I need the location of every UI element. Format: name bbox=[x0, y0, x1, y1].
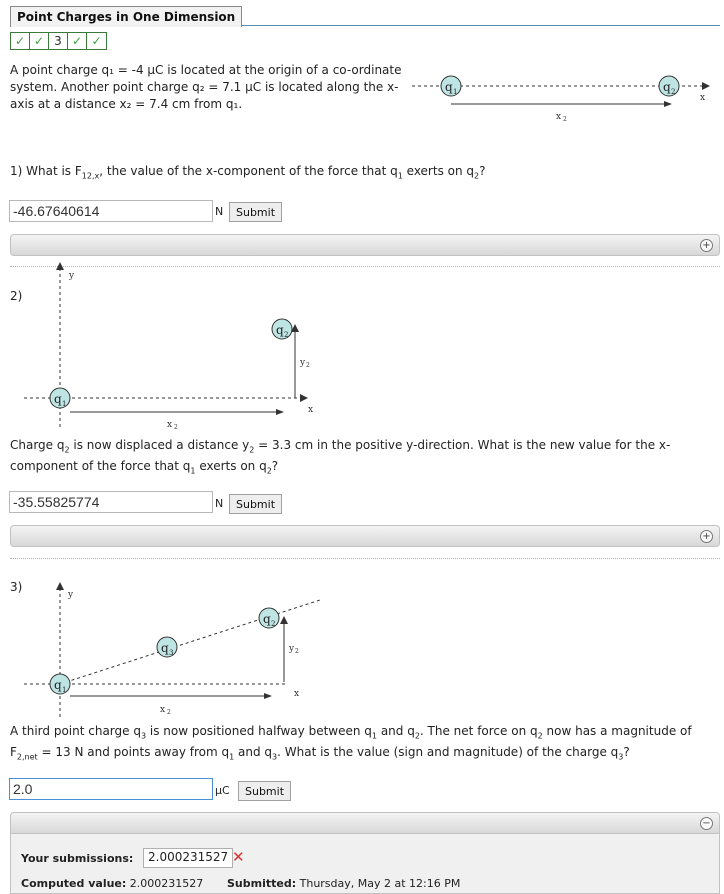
svg-text:1: 1 bbox=[62, 400, 67, 408]
svg-text:q: q bbox=[54, 392, 62, 406]
question-1-unit: N bbox=[215, 205, 224, 218]
svg-text:1: 1 bbox=[62, 686, 67, 694]
question-2-unit: N bbox=[215, 497, 224, 510]
part-status-row bbox=[10, 32, 107, 50]
part-4-status-check-icon: ✓ bbox=[68, 33, 87, 49]
svg-text:x: x bbox=[160, 705, 166, 715]
svg-text:x: x bbox=[556, 112, 562, 122]
diagram-three-charges bbox=[24, 582, 334, 722]
question-3-number: 3) bbox=[10, 580, 23, 594]
svg-text:q: q bbox=[263, 612, 271, 626]
svg-text:2: 2 bbox=[284, 331, 289, 339]
part-2-status-check-icon: ✓ bbox=[30, 33, 49, 49]
svg-text:3: 3 bbox=[169, 649, 174, 657]
question-3-answer-input[interactable] bbox=[9, 778, 213, 800]
svg-text:q: q bbox=[54, 678, 62, 692]
diagram-displaced-charge bbox=[24, 262, 334, 432]
incorrect-x-icon: ✕ bbox=[232, 848, 245, 866]
x-axis-label: x bbox=[700, 93, 706, 103]
question-3-feedback-bar[interactable] bbox=[10, 812, 720, 834]
your-submissions-label: Your submissions: bbox=[21, 852, 134, 865]
svg-text:2: 2 bbox=[271, 620, 276, 628]
problem-title: Point Charges in One Dimension bbox=[10, 6, 242, 27]
part-3-status-attempts: 3 bbox=[49, 33, 68, 49]
svg-text:q: q bbox=[161, 641, 169, 655]
question-2-submit-button[interactable]: Submit bbox=[229, 494, 282, 514]
svg-text:q: q bbox=[445, 80, 453, 94]
submitted-time-row: Submitted: Thursday, May 2 at 12:16 PM bbox=[227, 877, 461, 890]
svg-text:2: 2 bbox=[167, 709, 171, 716]
question-3-unit: μC bbox=[215, 784, 230, 797]
submissions-panel bbox=[10, 834, 720, 894]
question-2-text: Charge $q_2$ is now displaced a distance $y_2 = 3.3$ cm in the positive y-direction. What is the new value for the x-component of the force that $q_1$ exerts on $q_2$? bbox=[10, 438, 671, 476]
question-1-text: 1) What is $F_{12,x}$, the value of the x-component of the force that $q_1$ exerts on $q_2$? bbox=[10, 164, 486, 181]
diagram-1d-charges bbox=[410, 70, 720, 122]
svg-text:q: q bbox=[276, 323, 284, 337]
part-1-status-check-icon: ✓ bbox=[11, 33, 30, 49]
svg-text:y: y bbox=[289, 644, 295, 654]
svg-text:y: y bbox=[300, 358, 306, 368]
svg-text:2: 2 bbox=[563, 116, 567, 122]
collapse-minus-icon[interactable]: − bbox=[700, 817, 713, 830]
svg-text:x: x bbox=[167, 420, 173, 430]
svg-text:x: x bbox=[308, 405, 314, 415]
question-2-answer-input[interactable] bbox=[9, 491, 213, 513]
expand-plus-icon[interactable]: + bbox=[700, 530, 713, 543]
svg-text:y: y bbox=[69, 271, 75, 281]
part-5-status-check-icon: ✓ bbox=[87, 33, 106, 49]
question-3-text: A third point charge $q_3$ is now positioned halfway between $q_1$ and $q_2$. The net force on $q_2$ now has a magnitude of $F_{2,net} = 13$ N and points away from $q_1$ and $q_3$. What is the value (sign and magnitude) of the charge $q_3$? bbox=[10, 724, 692, 762]
svg-text:x: x bbox=[294, 689, 300, 699]
question-1-submit-button[interactable]: Submit bbox=[229, 202, 282, 222]
svg-text:q: q bbox=[663, 80, 671, 94]
question-1-feedback-bar[interactable] bbox=[10, 234, 720, 256]
problem-intro: A point charge q₁ = -4 μC is located at the origin of a co-ordinate system. Another point charge q₂ = 7.1 μC is located along the x-axis at a distance x₂ = 7.4 cm from q₁. bbox=[10, 63, 402, 111]
svg-text:2: 2 bbox=[671, 88, 676, 96]
separator bbox=[10, 558, 720, 559]
svg-text:2: 2 bbox=[174, 424, 178, 431]
problem-title-bar bbox=[10, 6, 720, 26]
svg-text:2: 2 bbox=[306, 362, 310, 369]
svg-text:1: 1 bbox=[453, 88, 458, 96]
svg-text:y: y bbox=[68, 590, 74, 600]
expand-plus-icon[interactable]: + bbox=[700, 239, 713, 252]
question-1-answer-input[interactable] bbox=[9, 200, 213, 222]
svg-text:2: 2 bbox=[295, 648, 299, 655]
question-2-number: 2) bbox=[10, 289, 23, 303]
question-3-submit-button[interactable]: Submit bbox=[238, 781, 291, 801]
computed-value-row: Computed value: 2.000231527 bbox=[21, 877, 204, 890]
question-2-feedback-bar[interactable] bbox=[10, 525, 720, 547]
submission-value: 2.000231527 bbox=[143, 848, 233, 868]
